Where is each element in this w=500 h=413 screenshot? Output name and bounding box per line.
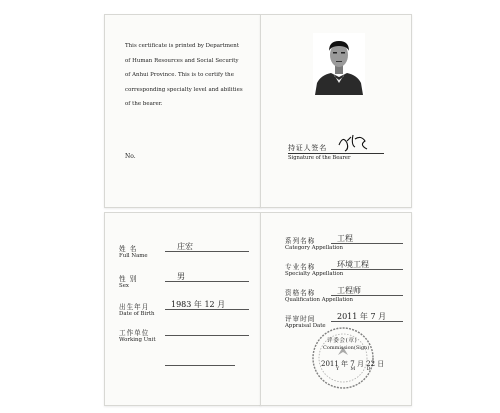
field-birth-value: 1983 年 12 月 — [171, 300, 226, 309]
field-qualification-value: 工程师 — [337, 286, 361, 295]
signature-label-en: Signature of the Bearer — [288, 155, 351, 161]
bearer-photo-image — [313, 33, 365, 95]
certificate-photo-page — [260, 14, 412, 208]
intro-text — [125, 39, 257, 112]
field-sex-label-cn: 性 别 — [119, 275, 138, 283]
intro-line: of Anhui Province. This is to certify the — [125, 72, 234, 79]
field-qualification-line — [331, 295, 403, 296]
field-appraisal-value: 2011 年 7 月 — [337, 312, 387, 321]
stamp-date-units: Y M D — [336, 367, 376, 372]
field-sex-label-en: Sex — [119, 283, 129, 289]
stamp-date: 2011 年 7 月 22 日 — [321, 360, 385, 368]
field-birth-label-en: Date of Birth — [119, 311, 155, 317]
field-specialty-label-cn: 专业名称 — [285, 263, 316, 271]
handwritten-signature — [337, 131, 369, 153]
field-category-line — [331, 243, 403, 244]
certificate-number-label: No. — [125, 153, 136, 160]
intro-line: corresponding specialty level and abilities — [125, 86, 243, 93]
field-name-label-en: Full Name — [119, 253, 148, 259]
field-sex-line — [165, 281, 249, 282]
field-unit-label-en: Working Unit — [119, 337, 156, 343]
field-unit-label-cn: 工作单位 — [119, 329, 150, 337]
field-category-label-en: Category Appellation — [285, 245, 343, 251]
stamp-label-cn: 评委会(章) — [327, 338, 358, 344]
field-sex-value: 男 — [177, 272, 185, 281]
field-appraisal-label-en: Appraisal Date — [285, 323, 326, 329]
field-category-value: 工程 — [337, 234, 353, 243]
field-birth-line — [165, 309, 249, 310]
field-qualification-label-en: Qualification Appellation — [285, 297, 353, 303]
field-specialty-label-en: Specialty Appellation — [285, 271, 344, 277]
certificate-intro-page — [104, 14, 261, 208]
signature-line — [288, 153, 384, 154]
personal-info-page — [104, 212, 261, 406]
intro-line: of the bearer. — [125, 101, 163, 108]
field-specialty-line — [331, 269, 403, 270]
commission-seal — [310, 325, 376, 391]
field-birth-label-cn: 出生年月 — [119, 303, 150, 311]
field-name-label-cn: 姓 名 — [119, 245, 138, 253]
field-appraisal-label-cn: 评审时间 — [285, 315, 316, 323]
stamp-label-en: Commission(Sign) — [323, 345, 370, 351]
intro-line: of Human Resources and Social Security — [125, 57, 239, 64]
intro-line: This certificate is printed by Department — [125, 43, 240, 49]
field-unit-line — [165, 335, 249, 336]
bearer-photo — [313, 33, 365, 95]
field-name-line — [165, 251, 249, 252]
field-specialty-value: 环境工程 — [337, 260, 369, 269]
field-name-value: 庄宏 — [177, 242, 193, 251]
field-appraisal-line — [331, 321, 403, 322]
signature-label-cn: 持证人签名 — [288, 144, 327, 152]
field-qualification-label-cn: 资格名称 — [285, 289, 316, 297]
field-category-label-cn: 系列名称 — [285, 237, 316, 245]
field-unit-extra-line-rule — [165, 365, 235, 366]
qualification-page — [260, 212, 412, 406]
